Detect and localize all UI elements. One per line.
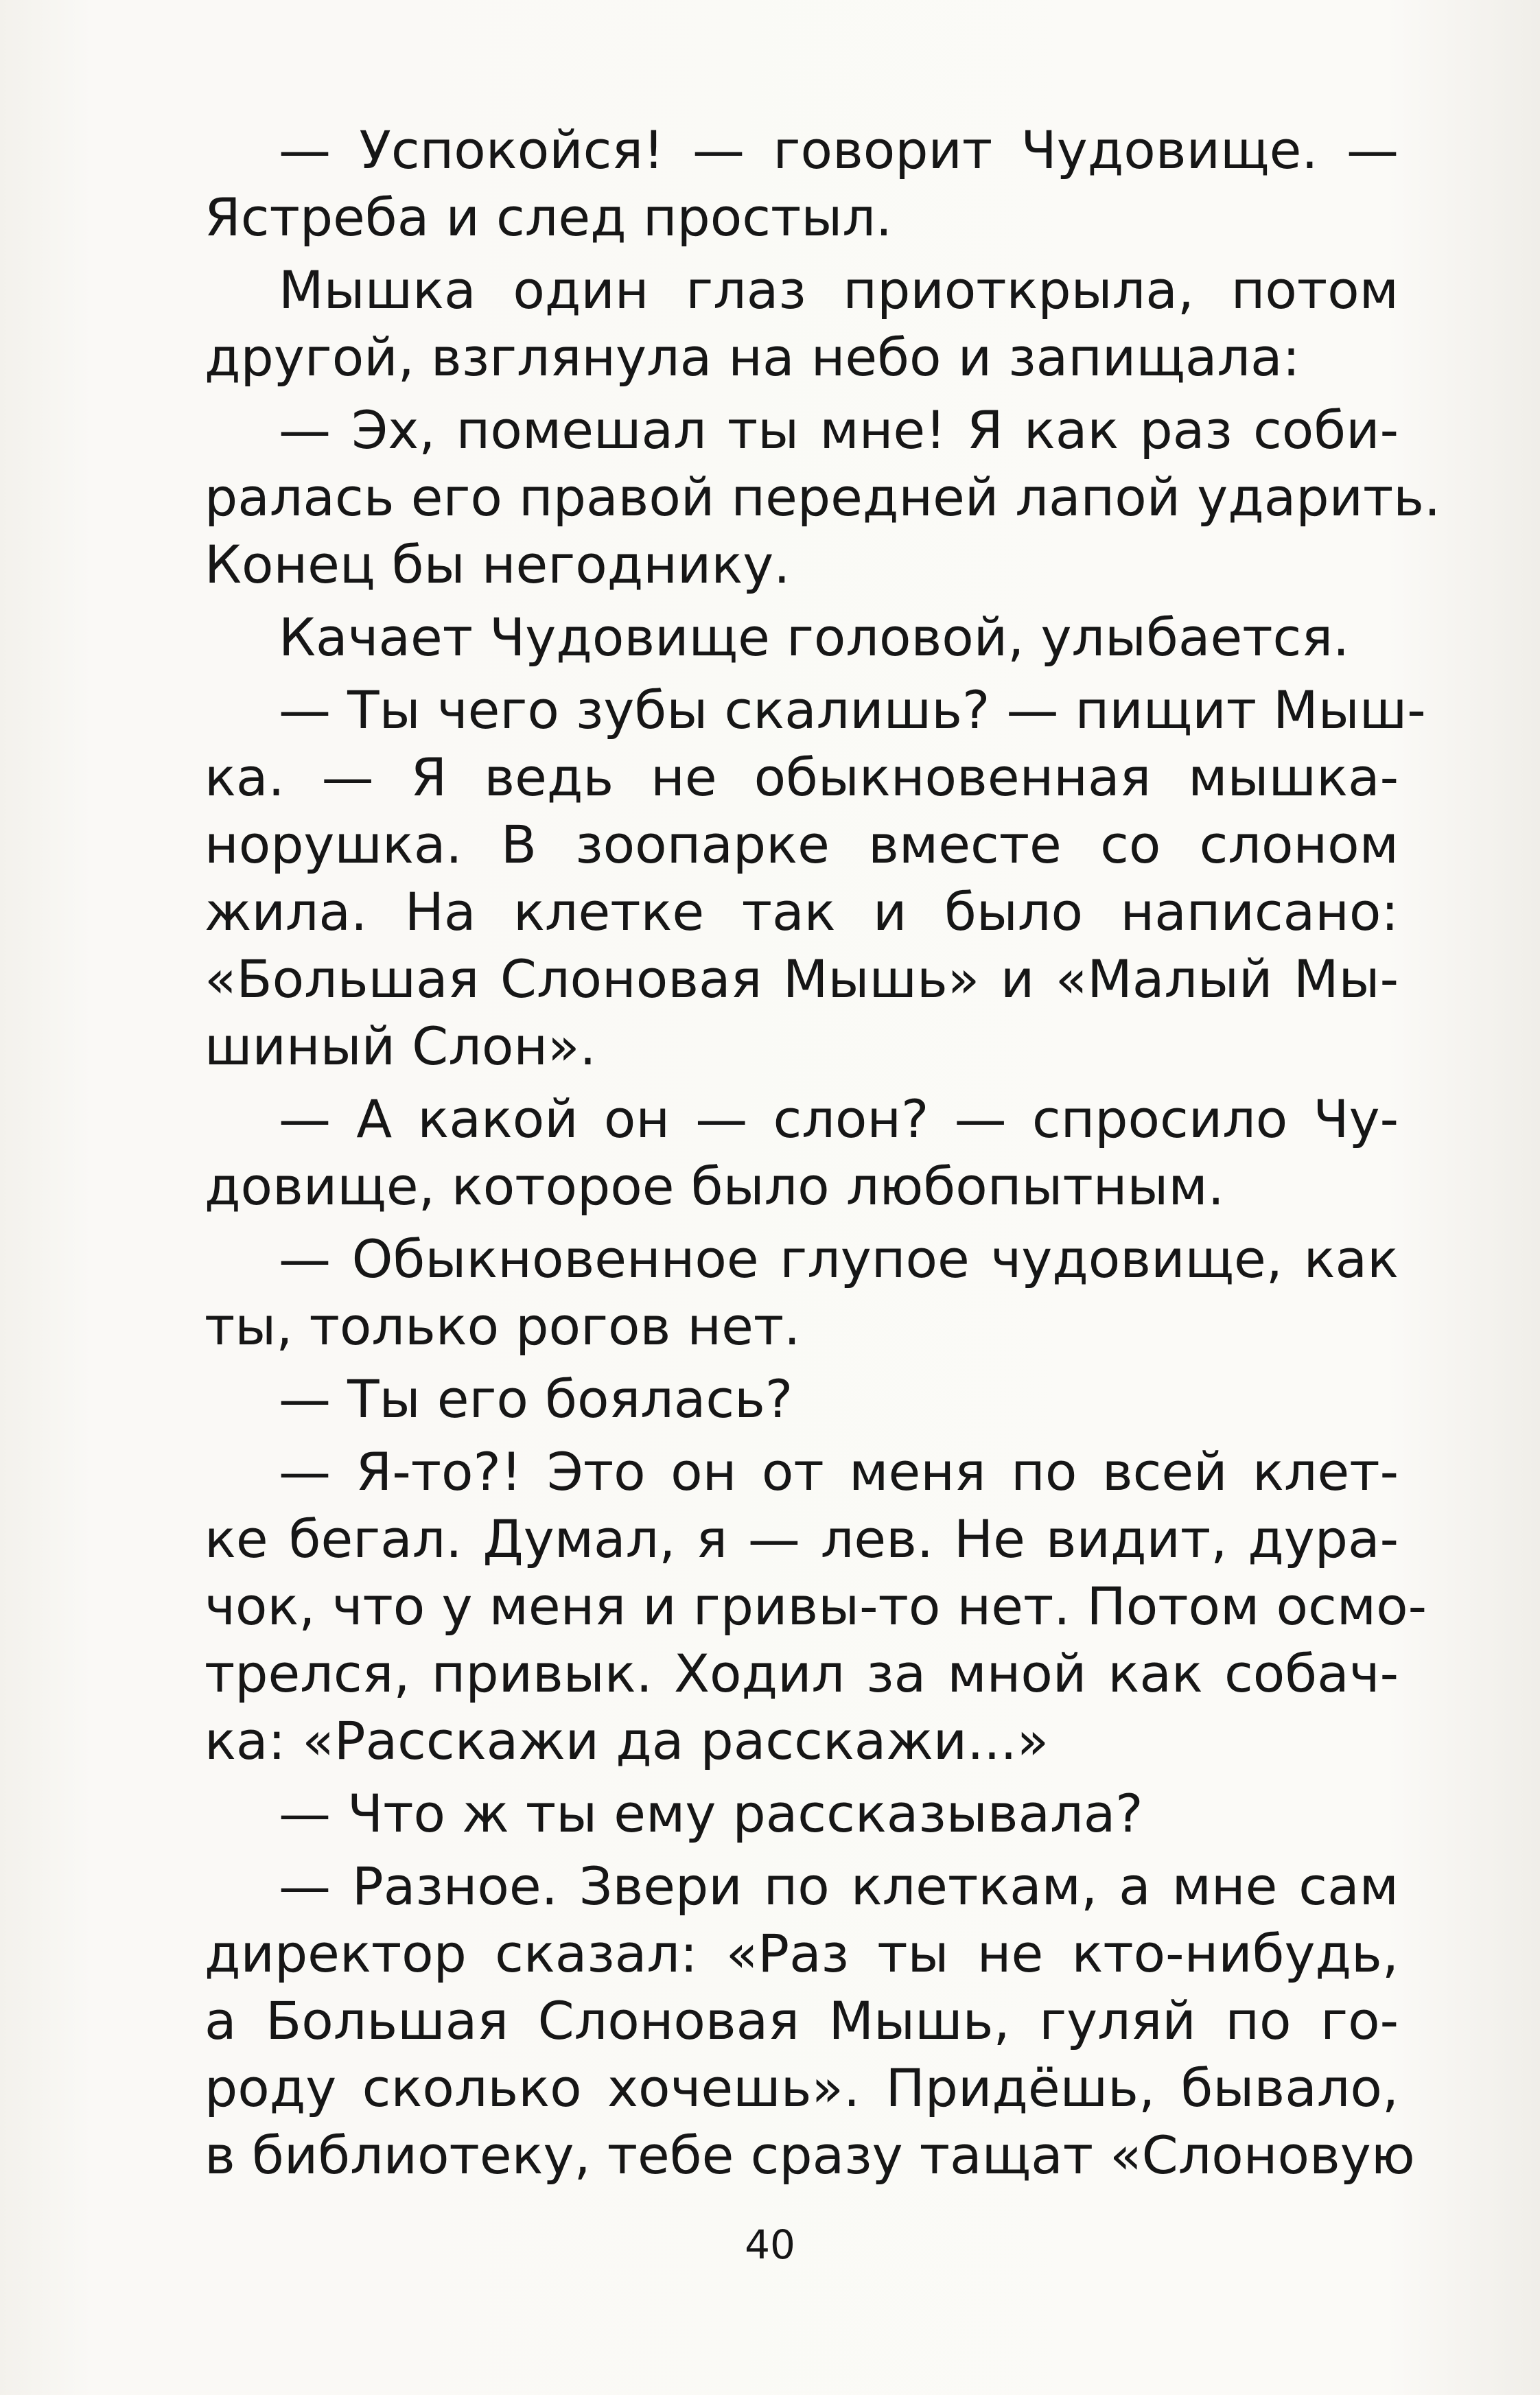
- text-line: ка. — Я ведь не обыкновенная мышка-: [205, 747, 1399, 808]
- text-line: норушка. В зоопарке вместе со слоном: [205, 814, 1399, 875]
- text-line: ты, только рогов нет.: [205, 1296, 801, 1357]
- text-line: — Что ж ты ему рассказывала?: [279, 1783, 1143, 1844]
- text-line: — Эх, помешал ты мне! Я как раз соби-: [279, 399, 1399, 460]
- text-line: Ястреба и след простыл.: [205, 187, 893, 248]
- text-line: Качает Чудовище головой, улыбается.: [279, 607, 1350, 668]
- text-line: — Обыкновенное глупое чудовище, как: [279, 1228, 1399, 1289]
- page-body-text: [205, 117, 1441, 2189]
- text-line: роду сколько хочешь». Придёшь, бывало,: [205, 2057, 1399, 2118]
- text-line: ка: «Расскажи да расскажи...»: [205, 1710, 1049, 1771]
- text-line: а Большая Слоновая Мышь, гуляй по го-: [205, 1990, 1399, 2051]
- text-line: Конец бы негоднику.: [205, 534, 791, 595]
- text-line: довище, которое было любопытным.: [205, 1156, 1224, 1217]
- page-number: 40: [745, 2221, 795, 2268]
- text-line: шиный Слон».: [205, 1016, 596, 1077]
- text-line: трелся, привык. Ходил за мной как собач-: [205, 1643, 1399, 1704]
- text-line: ралась его правой передней лапой ударить.: [205, 467, 1441, 528]
- text-line: чок, что у меня и гривы-то нет. Потом осмо-: [205, 1576, 1427, 1637]
- text-line: — Ты чего зубы скалишь? — пищит Мыш-: [279, 679, 1426, 740]
- text-line: Мышка один глаз приоткрыла, потом: [279, 259, 1399, 320]
- text-line: — Успокойся! — говорит Чудовище. —: [279, 119, 1399, 180]
- text-line: в библиотеку, тебе сразу тащат «Слоновую: [205, 2125, 1415, 2186]
- text-line: — Разное. Звери по клеткам, а мне сам: [279, 1856, 1399, 1917]
- text-line: — Ты его боялась?: [279, 1368, 793, 1429]
- text-line: «Большая Слоновая Мышь» и «Малый Мы-: [205, 948, 1399, 1009]
- text-line: — Я-то?! Это он от меня по всей клет-: [279, 1441, 1399, 1502]
- text-line: — А какой он — слон? — спросило Чу-: [279, 1088, 1399, 1149]
- text-line: жила. На клетке так и было написано:: [205, 881, 1399, 942]
- text-line: ке бегал. Думал, я — лев. Не видит, дура-: [205, 1508, 1399, 1569]
- text-line: директор сказал: «Раз ты не кто-нибудь,: [205, 1923, 1399, 1984]
- text-line: другой, взглянула на небо и запищала:: [205, 327, 1300, 388]
